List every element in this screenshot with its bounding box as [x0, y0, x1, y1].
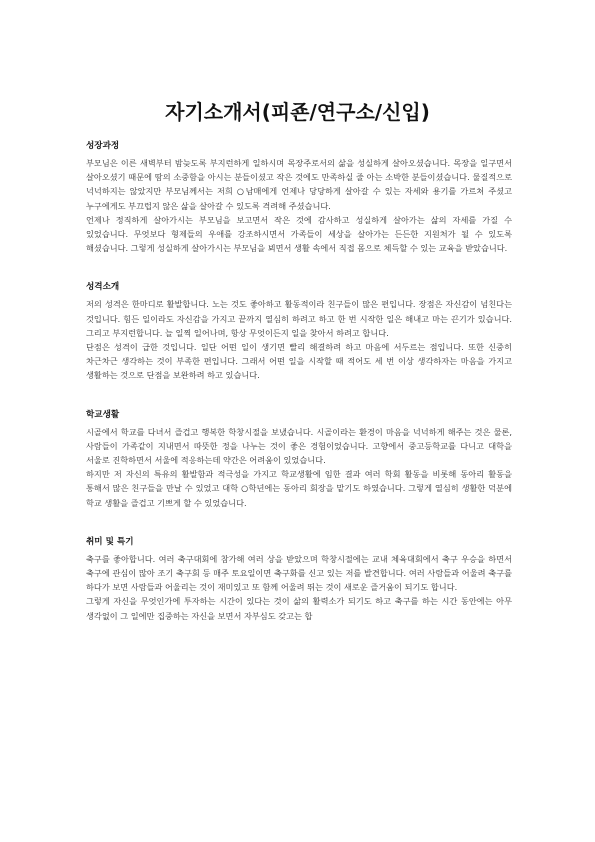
paragraph: 하지만 저 자신의 특유의 활발함과 적극성을 가지고 학교생활에 임한 결과 여러 학회 활동을 비롯해 동아리 활동을 통해서 많은 친구들을 만날 수 있었고 대학 ○학년에는 동아리 회장을 맡기도 하였습니다. 그렇게 열심히 생활한 덕분에 학교 생활을 즐겁고 기쁘게 할 수 있었습니다. — [86, 469, 512, 508]
paragraph: 부모님은 이른 새벽부터 밤늦도록 부지런하게 일하시며 목장주로서의 삶을 성실하게 살아오셨습니다. 목장을 일구면서 살아오셨기 때문에 땀의 소중함을 아시는 분들이셨고 작은 것에도 만족하실 줄 아는 소박한 분들이셨습니다. 물질적으로 넉넉하지는 않았지만 부모님께서는 저희 ○남매에게 언제나 당당하게 살아갈 수 있는 자세와 용기를 가르쳐 주셨고 누구에게도 부끄럽지 않은 삶을 살아갈 수 있도록 격려해 주셨습니다. — [86, 158, 512, 211]
section-personality — [86, 281, 512, 382]
section-heading: 취미 및 특기 — [86, 536, 134, 547]
paragraph: 시골에서 학교를 다녀서 즐겁고 행복한 학창시절을 보냈습니다. 시골이라는 환경이 마음을 넉넉하게 해주는 것은 물론, 사람들이 가족같이 지내면서 따뜻한 정을 나누는 것이 좋은 경험이었습니다. 고향에서 중고등학교를 다니고 대학을 서울로 진학하면서 서울에 적응하는데 약간은 어려움이 있었습니다. — [86, 426, 512, 466]
section-heading: 학교생활 — [86, 409, 120, 420]
paragraph: 축구를 좋아합니다. 여러 축구대회에 참가해 여러 상을 받았으며 학창시절에는 교내 체육대회에서 축구 우승을 하면서 축구에 관심이 많아 조기 축구회 등 매주 토요일이면 축구화를 신고 있는 저를 발견합니다. 여러 사람들과 어울려 축구를 하다가 보면 사람들과 어울리는 것이 재미있고 또 함께 어울려 뛰는 것이 새로운 즐거움이 되기도 합니다. — [86, 553, 512, 593]
section-heading: 성격소개 — [86, 282, 120, 293]
document-title: 자기소개서(피죤/연구소/신입) — [165, 100, 430, 124]
section-heading: 성장과정 — [86, 141, 120, 151]
section-school-life — [86, 409, 512, 510]
paragraph: 그렇게 자신을 무엇인가에 투자하는 시간이 있다는 것이 삶의 활력소가 되기도 하고 축구를 하는 시간 동안에는 아무 생각없이 그 일에만 집중하는 자신을 보면서 자부심도 갖고는 합 — [86, 596, 512, 621]
paragraph: 단점은 성격이 급한 것입니다. 일단 어떤 일이 생기면 빨리 해결하려 하고 마음에 서두르는 점입니다. 또한 신중히 차근차근 생각하는 것이 부족한 편입니다. 그래서 어떤 일을 시작할 때 적어도 세 번 이상 생각하자는 마음을 가지고 생활하는 것으로 단점을 보완하려 하고 있습니다. — [86, 342, 512, 381]
document-body — [86, 140, 512, 623]
paragraph: 저의 성격은 한마디로 활발합니다. 노는 것도 좋아하고 활동적이라 친구들이 많은 편입니다. 장점은 자신감이 넘친다는 것입니다. 힘든 일이라도 자신감을 가지고 끝까지 열심히 하려고 하고 한 번 시작한 일은 해내고 마는 끈기가 있습니다. 그리고 부지런합니다. 늘 일찍 일어나며, 항상 무엇이든지 일을 찾아서 하려고 합니다. — [86, 299, 512, 338]
section-hobbies — [86, 536, 512, 623]
paragraph: 언제나 정직하게 살아가시는 부모님을 보고면서 작은 것에 감사하고 성실하게 살아가는 삶의 자세를 가질 수 있었습니다. 무엇보다 형제들의 우애를 강조하시면서 가족들이 세상을 살아가는 든든한 지원처가 될 수 있도록 해셨습니다. 그렇게 성실하게 살아가시는 부모님을 뵈면서 생활 속에서 직접 몸으로 체득할 수 있는 교육을 받았습니다. — [86, 214, 512, 254]
section-growth — [86, 140, 512, 255]
